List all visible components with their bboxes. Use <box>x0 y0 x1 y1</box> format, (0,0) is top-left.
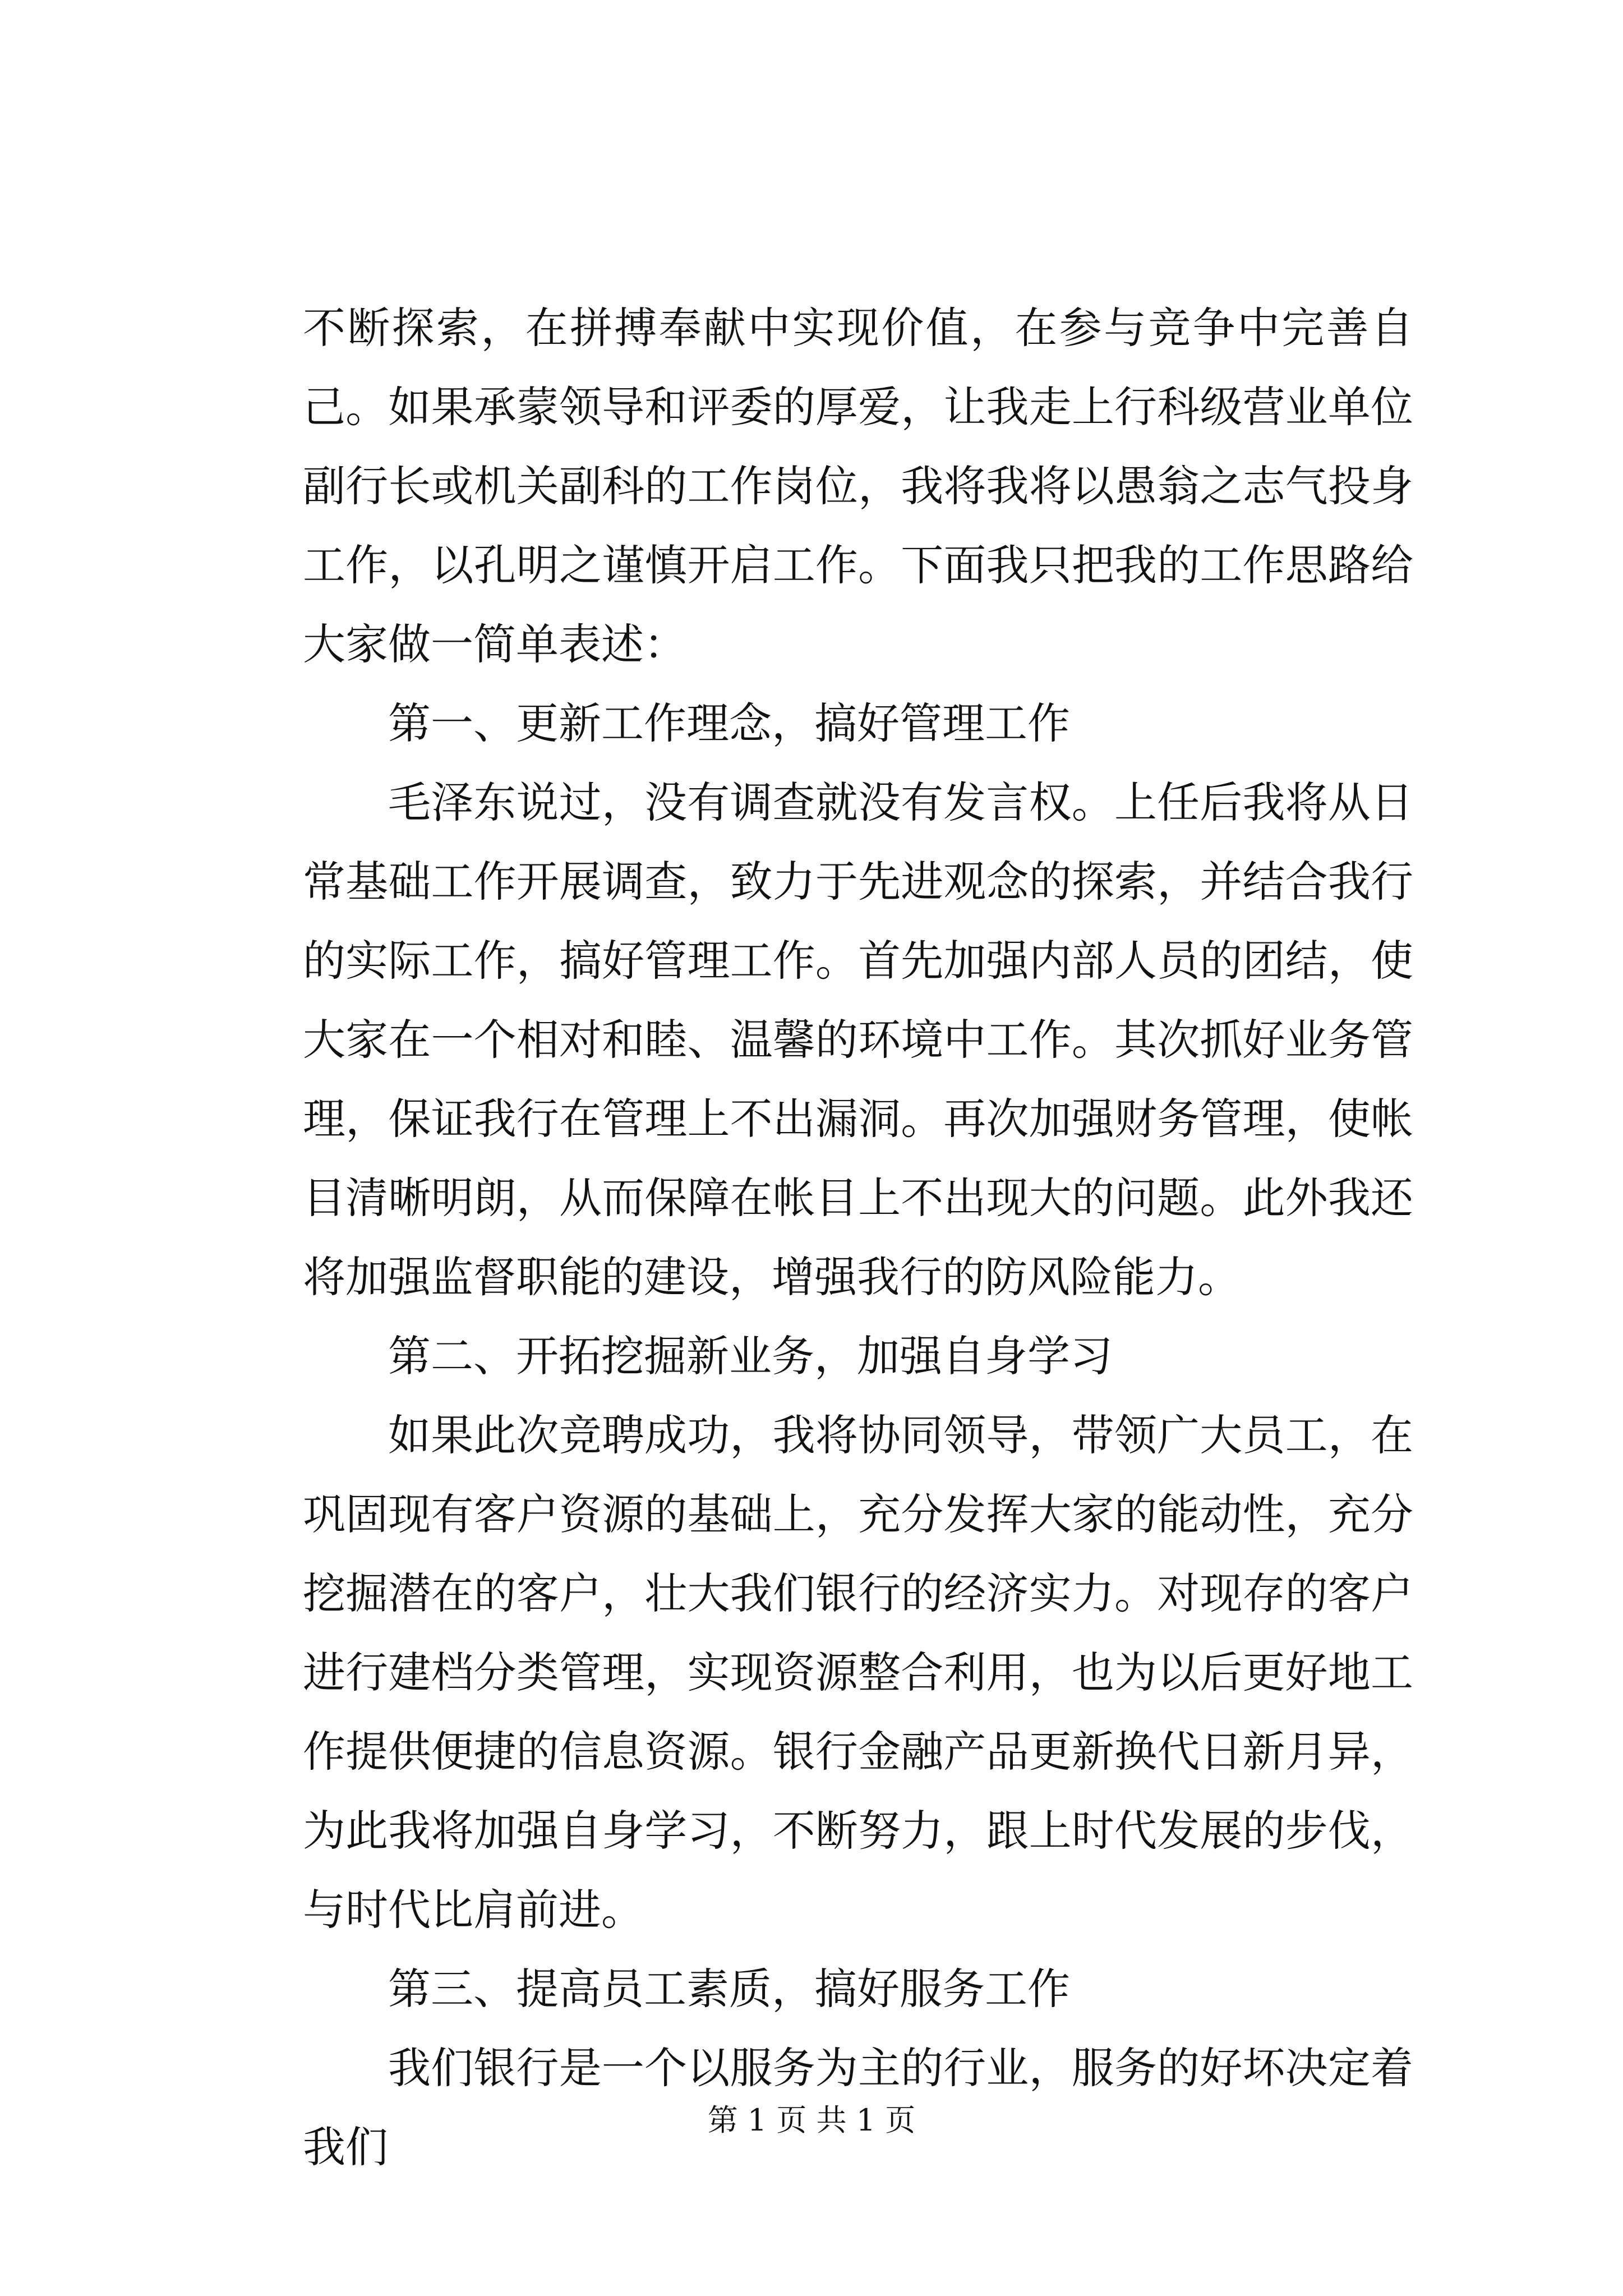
paragraph-section-3: 我们银行是一个以服务为主的行业，服务的好坏决定着我们 <box>303 2043 1413 2172</box>
section-heading-1: 第一、更新工作理念，搞好管理工作 <box>388 698 1070 748</box>
paragraph-section-2: 如果此次竞聘成功，我将协同领导，带领广大员工，在巩固现有客户资源的基础上，充分发挥大家的能动性，充分挖掘潜在的客户，壮大我们银行的经济实力。对现存的客户进行建档分类管理，实现资源整合利用，也为以后更好地工作提供便捷的信息资源。银行金融产品更新换代日新月异，为此我将加强自身学习，不断努力，跟上时代发展的步伐，与时代比肩前进。 <box>303 1410 1413 1935</box>
page-number-footer: 第 1 页 共 1 页 <box>707 2102 916 2138</box>
paragraph-continuation: 不断探索，在拼搏奉献中实现价值，在参与竞争中完善自己。如果承蒙领导和评委的厚爱，让我走上行科级营业单位副行长或机关副科的工作岗位，我将我将以愚翁之志气投身工作，以孔明之谨慎开启工作。下面我只把我的工作思路给大家做一简单表述： <box>303 303 1413 669</box>
section-heading-2: 第二、开拓挖掘新业务，加强自身学习 <box>388 1331 1113 1381</box>
document-body <box>303 288 1413 2187</box>
paragraph-section-1: 毛泽东说过，没有调查就没有发言权。上任后我将从日常基础工作开展调查，致力于先进观念的探索，并结合我行的实际工作，搞好管理工作。首先加强内部人员的团结，使大家在一个相对和睦、温馨的环境中工作。其次抓好业务管理，保证我行在管理上不出漏洞。再次加强财务管理，使帐目清晰明朗，从而保障在帐目上不出现大的问题。此外我还将加强监督职能的建设，增强我行的防风险能力。 <box>303 777 1413 1302</box>
section-heading-3: 第三、提高员工素质，搞好服务工作 <box>388 1964 1070 2014</box>
